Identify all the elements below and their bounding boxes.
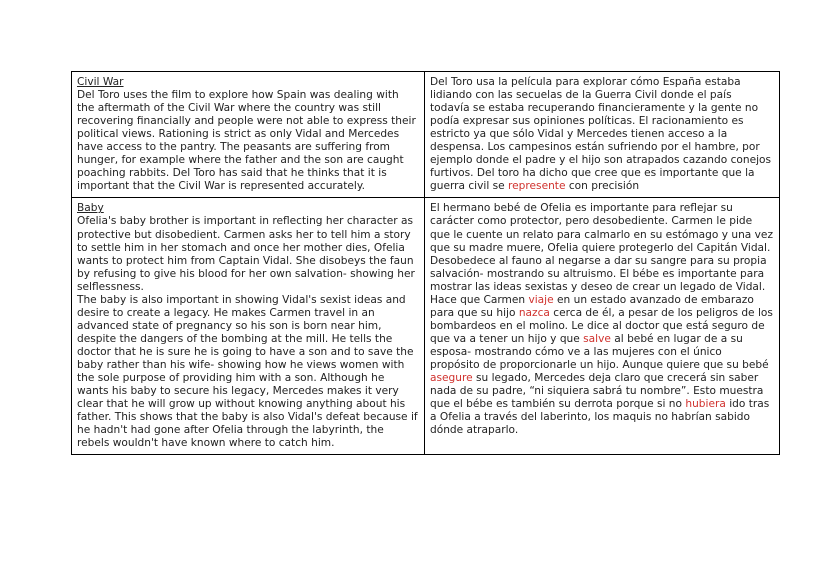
spanish-cell-baby [425,198,780,455]
table-row-civil-war [72,72,780,198]
highlighted-verb: hubiera [685,398,726,411]
translation-table [71,71,780,455]
english-cell-baby [72,198,425,455]
spanish-text: con precisión [565,180,640,193]
english-cell-civil-war [72,72,425,198]
spanish-text: cerca de él, a pesar de los peligros de los bombardeos en el molino. Le dice al doctor que está seguro de que va a tener un hijo y que [430,306,773,345]
spanish-text: Del Toro usa la película para explorar cómo España estaba lidiando con las secuelas de la Guerra Civil donde el país todavía se estaba recuperando financieramente y la gente no podía expresar sus opiniones políticas. El racionamiento es estricto ya que sólo Vidal y Mercedes tienen acceso a la despensa. Los campesinos están sufriendo por el hambre, por ejemplo donde el padre y el hijo son atrapados cazando conejos furtivos. Del toro ha dicho que cree que es importante que la guerra civil se [430,76,772,193]
spanish-text: su legado, Mercedes deja claro que crecerá sin saber nada de su padre, “ni siquiera sabrá tu nombre”. Esto muestra que el bébe es también su derrota porque si no [430,372,764,411]
spanish-text: al bebé en lugar de a su esposa- mostrando cómo ve a las mujeres con el único propósito de proporcionarle un hijo. Aunque quiere que su bebé [430,332,769,371]
section-heading-baby: Baby [77,202,104,215]
spanish-text: en un estado avanzado de embarazo para que su hijo [430,293,754,319]
english-paragraph: The baby is also important in showing Vidal's sexist ideas and desire to create a legacy. He makes Carmen travel in an advanced state of pregnancy so his son is born near him, despite the dangers of the bombing at the mill. He tells the doctor that he is sure he is going to have a son and to save the baby rather than his wife- showing how he views women with the sole purpose of providing him with a son. Although he wants his baby to secure his legacy, Mercedes makes it very clear that he will grow up without knowing anything about his father. This shows that the baby is also Vidal's defeat because if he hadn't had gone after Ofelia through the labyrinth, the rebels wouldn't have known where to catch him. [77,293,418,450]
highlighted-verb: viaje [528,293,554,306]
spanish-text: ido tras a Ofelia a través del laberinto, los maquis no habrían sabido dónde atraparlo. [430,398,770,437]
english-paragraph: Del Toro uses the film to explore how Spain was dealing with the aftermath of the Civil War where the country was still recovering financially and people were not able to express their political views. Rationing is strict as only Vidal and Mercedes have access to the pantry. The peasants are suffering from hunger, for example where the father and the son are caught poaching rabbits. Del Toro has said that he thinks that it is important that the Civil War is represented accurately. [77,89,416,193]
highlighted-verb: nazca [518,306,550,319]
highlighted-verb: asegure [430,372,473,385]
section-heading-civil-war: Civil War [77,76,124,88]
spanish-text: El hermano bebé de Ofelia es importante para reflejar su carácter como protector, pero desobediente. Carmen le pide que le cuente un relato para calmarlo en su estómago y una vez que su madre muere, Ofelia quiere protegerlo del Capitán Vidal. Desobedece al fauno al negarse a dar su sangre para su propia salvación- mostrando su altruismo. El bébe es importante para mostrar las ideas sexistas y deseo de crear un legado de Vidal. Hace que Carmen [430,202,774,306]
highlighted-verb: represente [508,180,566,193]
english-paragraph: Ofelia's baby brother is important in reflecting her character as protective but disobedient. Carmen asks her to tell him a story to settle him in her stomach and once her mother dies, Ofelia wants to protect him from Captain Vidal. She disobeys the faun by refusing to give his blood for her own salvation- showing her selflessness. [77,215,415,293]
table-row-baby [72,198,780,455]
spanish-cell-civil-war [425,72,780,198]
highlighted-verb: salve [583,332,611,345]
